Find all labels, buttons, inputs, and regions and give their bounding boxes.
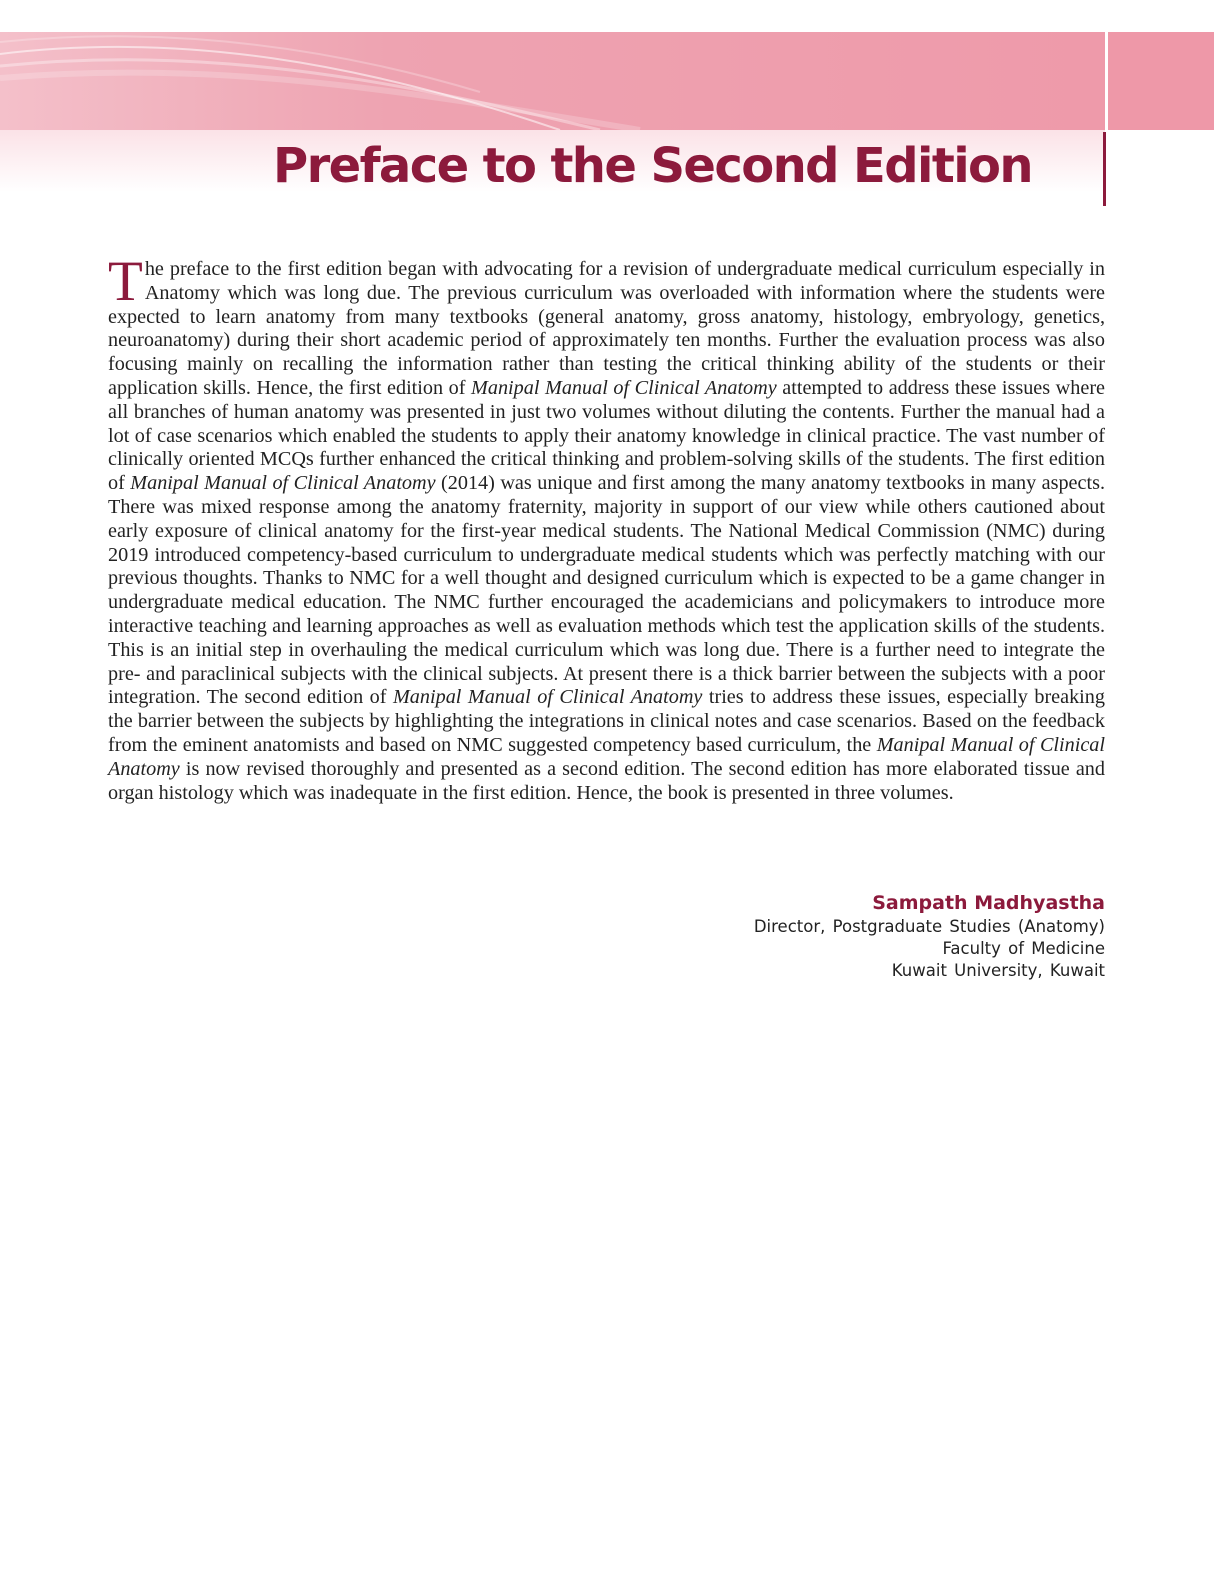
body-segment-3: (2014) was unique and first among the many anatomy textbooks in many aspects. There was mixed response among the anatomy fraternity, majority in support of our view while others cautioned about early exposure of clinical anatomy for the first-year medical students. The National Medical Commission (NMC) during 2019 introduced competency-based curriculum to undergraduate medical students which was perfectly matching with our previous thoughts. Thanks to NMC for a well thought and designed curriculum which is expected to be a game changer in undergraduate medical education. The NMC further encouraged the academicians and policymakers to introduce more interactive teaching and learning approaches as well as evaluation methods which test the application skills of the students. This is an initial step in overhauling the medical curriculum which was long due. There is a further need to integrate the pre- and paraclinical subjects with the clinical subjects. At present there is a thick barrier between the subjects with a poor integration. The second edition of <box>108 472 1105 709</box>
drop-cap: T <box>108 250 143 313</box>
body-segment-4: tries to address these issues, especially breaking the barrier between the subjects by highlighting the integrations in clinical notes and case scenarios. Based on the feedback from the eminent anatomists and based on NMC suggested competency based curriculum, the <box>108 686 1105 756</box>
page-title: Preface to the Second Edition <box>273 138 1032 194</box>
signature-block <box>754 890 1105 982</box>
title-accent-bar <box>1103 132 1106 206</box>
header-swoosh-decoration <box>0 32 1105 130</box>
author-institution: Kuwait University, Kuwait <box>891 961 1105 980</box>
preface-body <box>108 250 1106 805</box>
book-title-2: Manipal Manual of Clinical Anatomy <box>130 472 436 495</box>
book-title-3: Manipal Manual of Clinical Anatomy <box>392 686 703 709</box>
book-title-1: Manipal Manual of Clinical Anatomy <box>471 376 777 399</box>
body-segment-5: is now revised thoroughly and presented as a second edition. The second edition has more elaborated tissue and organ histology which was inadequate in the first edition. Hence, the book is presented in three volumes. <box>108 757 1105 804</box>
body-segment-2: attempted to address these issues where all branches of human anatomy was presented in just two volumes without diluting the contents. Further the manual had a lot of case scenarios which enabled the students to apply their anatomy knowledge in clinical practice. The vast number of clinically oriented MCQs further enhanced the critical thinking and problem-solving skills of the students. The first edition of <box>108 376 1106 495</box>
header-band <box>0 32 1105 130</box>
author-faculty: Faculty of Medicine <box>942 939 1105 958</box>
author-role: Director, Postgraduate Studies (Anatomy) <box>753 917 1105 936</box>
author-name: Sampath Madhyastha <box>872 892 1105 914</box>
book-title-4: Manipal Manual of Clinical Anatomy <box>108 733 1105 780</box>
header-band-corner <box>1108 32 1214 130</box>
body-segment-1: he preface to the first edition began with advocating for a revision of undergraduate medical curriculum especially in Anatomy which was long due. The previous curriculum was overloaded with information where the students were expected to learn anatomy from many textbooks (general anatomy, gross anatomy, histology, embryology, genetics, neuroanatomy) during their short academic period of approximately ten months. Further the evaluation process was also focusing mainly on recalling the information rather than testing the critical thinking ability of the students or their application skills. Hence, the first edition of <box>108 258 1105 399</box>
